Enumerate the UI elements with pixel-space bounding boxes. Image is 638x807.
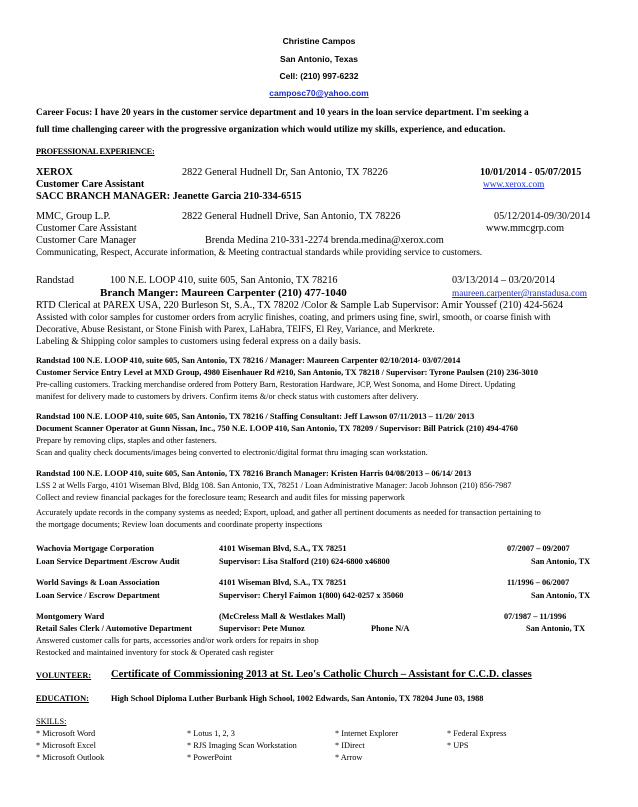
- xerox-company: XEROX: [36, 167, 73, 178]
- skill-item: * Federal Express: [447, 729, 507, 738]
- skill-item: * Microsoft Outlook: [36, 753, 105, 762]
- randstad-4-line-3: Collect and review financial packages for the foreclosure team; Research and audit files for missing paperwork: [36, 493, 405, 502]
- wachovia-title: Loan Service Department /Escrow Audit: [36, 557, 180, 566]
- randstad-1-email-link[interactable]: maureen.carpenter@ranstadusa.com: [452, 289, 588, 299]
- randstad-1-company: Randstad: [36, 275, 74, 286]
- education-label: EDUCATION:: [36, 694, 89, 703]
- randstad-1-desc-2: Decorative, Abuse Resistant, or Stone Finish with Parex, LaHabra, TEIFS, El Rey, Variance, and Merkrete.: [36, 325, 435, 335]
- world-savings-dates: 11/1996 – 06/2007: [507, 578, 570, 587]
- xerox-manager: SACC BRANCH MANAGER: Jeanette Garcia 210-334-6515: [36, 191, 302, 202]
- volunteer-label: VOLUNTEER:: [36, 671, 92, 680]
- xerox-dates: 10/01/2014 - 05/07/2015: [480, 167, 582, 178]
- mmc-website: www.mmcgrp.com: [486, 223, 564, 234]
- randstad-4-line-5: the mortgage documents; Review loan documents and coordinate property inspections: [36, 520, 323, 529]
- mmc-description: Communicating, Respect, Accurate information, & Meeting contractual standards while providing service to customers.: [36, 248, 483, 258]
- xerox-title: Customer Care Assistant: [36, 179, 145, 190]
- wachovia-company: Wachovia Mortgage Corporation: [36, 544, 154, 553]
- xerox-address: 2822 General Hudnell Dr, San Antonio, TX 78226: [182, 167, 388, 178]
- montgomery-title: Retail Sales Clerk / Automotive Department: [36, 624, 192, 633]
- mmc-contact: Brenda Medina 210-331-2274 brenda.medina@xerox.com: [205, 235, 444, 246]
- wachovia-location: San Antonio, TX: [531, 557, 591, 566]
- randstad-1-branch-manager: Branch Manger: Maureen Carpenter (210) 477-1040: [100, 287, 347, 299]
- skill-item: * Internet Explorer: [335, 729, 399, 738]
- skill-item: * IDirect: [335, 741, 365, 750]
- skill-item: * PowerPoint: [187, 753, 232, 762]
- world-savings-title: Loan Service / Escrow Department: [36, 591, 160, 600]
- randstad-2-line-1: Randstad 100 N.E. LOOP 410, suite 605, San Antonio, TX 78216 / Manager: Maureen Carpenter 02/10/2014- 03/07/2014: [36, 356, 461, 365]
- randstad-2-line-2: Customer Service Entry Level at MXD Group, 4980 Eisenhauer Rd #210, San Antonio, TX 78218 / Supervisor: Tyrone Paulsen (210) 236-3010: [36, 368, 539, 377]
- skill-item: * UPS: [447, 741, 469, 750]
- randstad-2-line-4: manifest for delivery made to customers by drivers. Confirm items &/or check status with customers after delivery.: [36, 392, 419, 401]
- montgomery-location: San Antonio, TX: [526, 624, 586, 633]
- randstad-1-address: 100 N.E. LOOP 410, suite 605, San Antonio, TX 78216: [110, 275, 338, 286]
- professional-experience-heading: PROFESSIONAL EXPERIENCE:: [36, 147, 155, 156]
- randstad-1-dates: 03/13/2014 – 03/20/2014: [452, 275, 556, 286]
- wachovia-address: 4101 Wiseman Blvd, S.A., TX 78251: [219, 544, 347, 553]
- world-savings-supervisor: Supervisor: Cheryl Faimon 1(800) 642-0257 x 35060: [219, 591, 404, 600]
- education-text: High School Diploma Luther Burbank High School, 1002 Edwards, San Antonio, TX 78204 June 03, 1988: [111, 694, 484, 703]
- xerox-website-link[interactable]: www.xerox.com: [483, 180, 545, 190]
- randstad-3-line-1: Randstad 100 N.E. LOOP 410, suite 605, San Antonio, TX 78216 / Staffing Consultant: Jeff Lawson 07/11/2013 – 11/20/ 2013: [36, 412, 475, 421]
- montgomery-address: (McCreless Mall & Westlakes Mall): [219, 612, 346, 621]
- world-savings-location: San Antonio, TX: [531, 591, 591, 600]
- mmc-title-2: Customer Care Manager: [36, 235, 137, 246]
- career-focus-line-1: Career Focus: I have 20 years in the customer service department and 10 years in the loan service department. I'm seeking a: [36, 108, 529, 118]
- candidate-name: Christine Campos: [282, 36, 356, 46]
- mmc-company: MMC, Group L.P.: [36, 211, 111, 222]
- wachovia-dates: 07/2007 – 09/2007: [507, 544, 570, 553]
- randstad-3-line-4: Scan and quality check documents/images being converted to electronic/digital format thru imaging scan workstation.: [36, 448, 428, 457]
- candidate-phone: Cell: (210) 997-6232: [279, 71, 359, 81]
- skill-item: * Microsoft Word: [36, 729, 96, 738]
- randstad-1-desc-3: Labeling & Shipping color samples to customers using federal express on a daily basis.: [36, 337, 361, 347]
- montgomery-desc-2: Restocked and maintained inventory for stock & Operated cash register: [36, 648, 274, 657]
- candidate-city: San Antonio, Texas: [280, 54, 358, 64]
- skill-item: * Arrow: [335, 753, 363, 762]
- randstad-2-line-3: Pre-calling customers. Tracking merchandise ordered from Pottery Barn, Restoration Hardware, JCP, West Sonoma, and Home Direct. Updating: [36, 380, 516, 389]
- montgomery-supervisor: Supervisor: Pete Munoz: [219, 624, 305, 633]
- mmc-title-1: Customer Care Assistant: [36, 223, 137, 234]
- montgomery-company: Montgomery Ward: [36, 612, 105, 621]
- wachovia-supervisor: Supervisor: Lisa Stalford (210) 624-6800 x46800: [219, 557, 390, 566]
- mmc-address: 2822 General Hudnell Drive, San Antonio, TX 78226: [182, 211, 401, 222]
- skill-item: * Lotus 1, 2, 3: [187, 729, 235, 738]
- randstad-4-line-4: Accurately update records in the company systems as needed; Export, upload, and gather all pertinent documents as needed for transaction pertaining to: [36, 508, 541, 517]
- randstad-4-line-2: LSS 2 at Wells Fargo, 4101 Wiseman Blvd, Bldg 108. San Antonio, TX, 78251 / Loan Administrative Manager: Jacob Johnson (210) 856-7987: [36, 481, 512, 490]
- skill-item: * Microsoft Excel: [36, 741, 96, 750]
- candidate-email-link[interactable]: camposc70@yahoo.com: [269, 88, 369, 98]
- mmc-dates: 05/12/2014-09/30/2014: [494, 211, 591, 222]
- career-focus-line-2: full time challenging career with the progressive organization which would utilize my skills, experience, and education.: [36, 125, 506, 135]
- randstad-1-role: RTD Clerical at PAREX USA, 220 Burleson St, S.A., TX 78202 /Color & Sample Lab Supervisor: Amir Youssef (210) 424-5624: [36, 300, 564, 311]
- montgomery-dates: 07/1987 – 11/1996: [504, 612, 567, 621]
- volunteer-text: Certificate of Commissioning 2013 at St. Leo's Catholic Church – Assistant for C.C.D. classes: [111, 669, 532, 680]
- montgomery-desc-1: Answered customer calls for parts, accessories and/or work orders for repairs in shop: [36, 636, 319, 645]
- randstad-3-line-2: Document Scanner Operator at Gunn Nissan, Inc., 750 N.E. LOOP 410, San Antonio, TX 78209 / Supervisor: Bill Patrick (210) 494-4760: [36, 424, 518, 433]
- randstad-4-line-1: Randstad 100 N.E. LOOP 410, suite 605, San Antonio, TX 78216 Branch Manager: Kristen Harris 04/08/2013 – 06/14/ 2013: [36, 469, 472, 478]
- world-savings-address: 4101 Wiseman Blvd, S.A., TX 78251: [219, 578, 347, 587]
- montgomery-phone: Phone N/A: [371, 624, 410, 633]
- randstad-1-desc-1: Assisted with color samples for customer orders from acrylic finishes, coating, and primers using fine, swirl, smooth, or coarse finish with: [36, 313, 551, 323]
- world-savings-company: World Savings & Loan Association: [36, 578, 160, 587]
- skills-label: SKILLS:: [36, 717, 67, 726]
- skill-item: * RJS Imaging Scan Workstation: [187, 741, 297, 750]
- randstad-3-line-3: Prepare by removing clips, staples and other fasteners.: [36, 436, 217, 445]
